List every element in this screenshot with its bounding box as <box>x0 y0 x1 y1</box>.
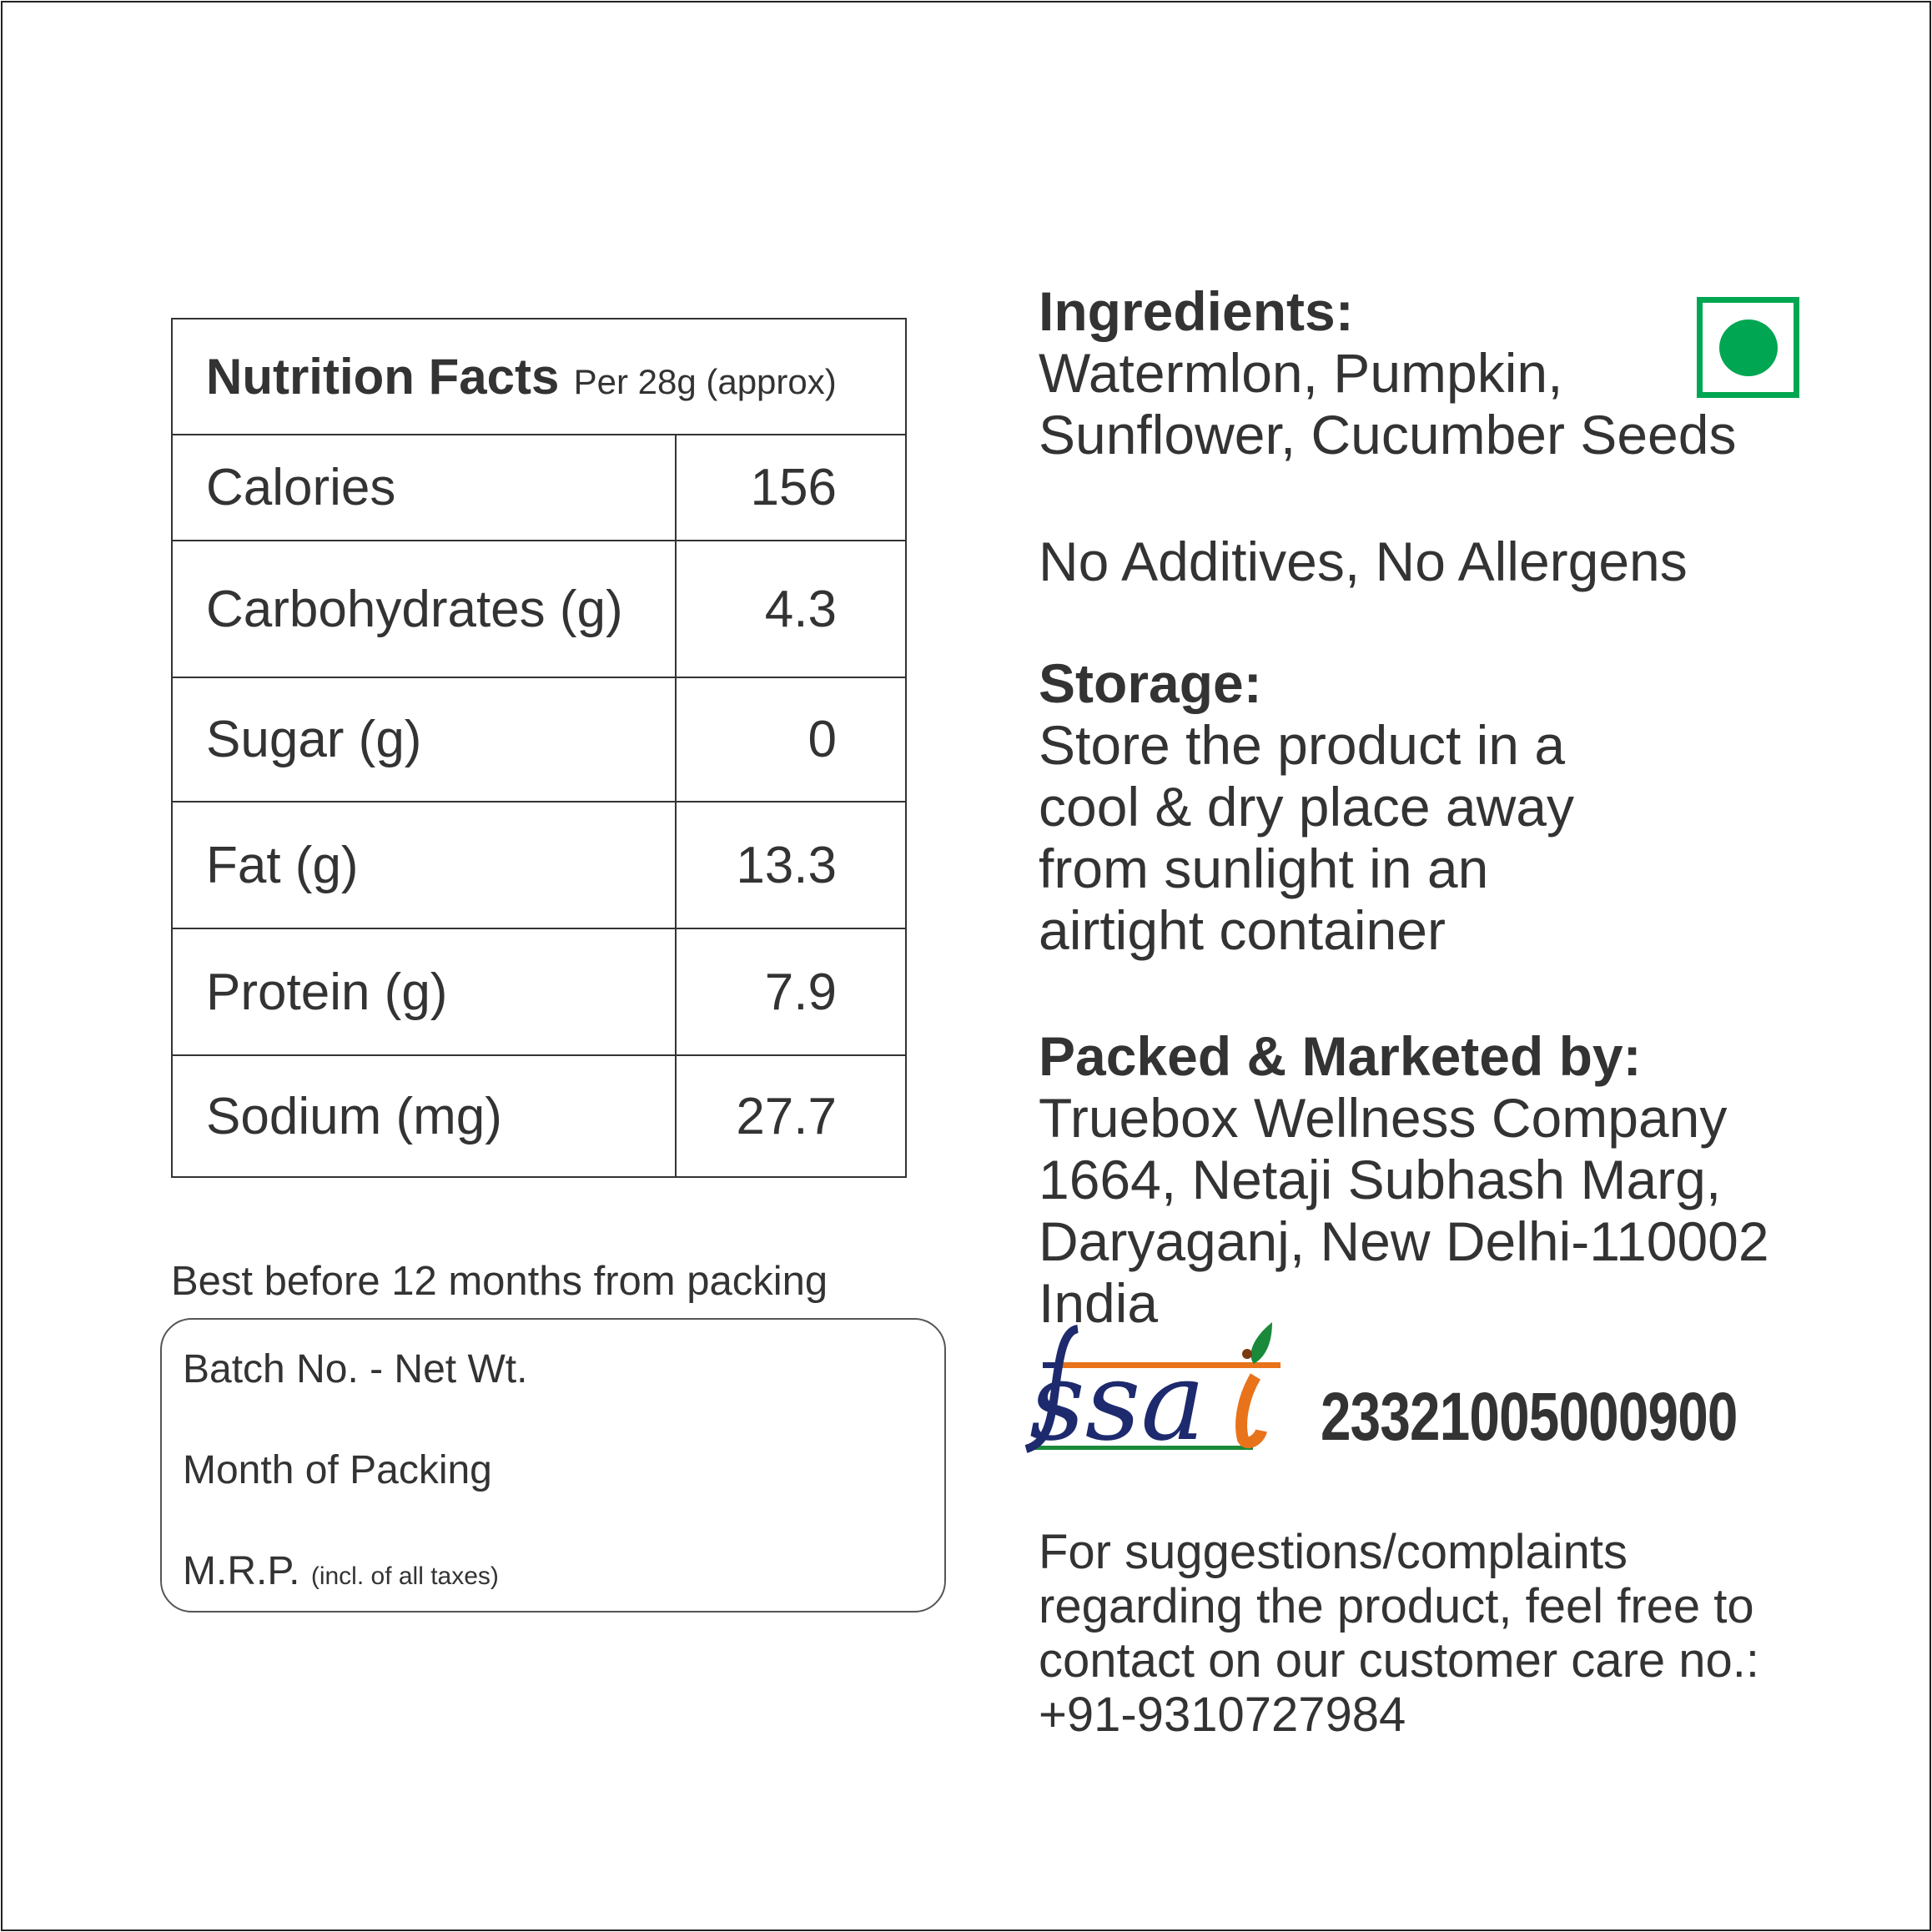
nutrient-value: 13.3 <box>676 802 906 928</box>
packer-line: Daryaganj, New Delhi-110002 <box>1039 1210 1769 1272</box>
packer-section <box>1039 1025 1769 1334</box>
claims: No Additives, No Allergens <box>1039 531 1688 592</box>
packer-line: 1664, Netaji Subhash Marg, <box>1039 1149 1722 1210</box>
ingredients-heading: Ingredients: <box>1039 280 1354 342</box>
nutrient-value: 7.9 <box>676 928 906 1055</box>
storage-line: from sunlight in an <box>1039 838 1489 899</box>
nutrient-label: Carbohydrates (g) <box>172 541 676 677</box>
packer-line: Truebox Wellness Company <box>1039 1087 1728 1149</box>
nutrient-label: Fat (g) <box>172 802 676 928</box>
best-before: Best before 12 months from packing <box>171 1259 828 1304</box>
mrp-note: (incl. of all taxes) <box>310 1562 499 1590</box>
table-row <box>172 541 906 677</box>
nutrient-value: 156 <box>676 435 906 541</box>
suggestions-section <box>1039 1525 1759 1742</box>
packer-heading: Packed & Marketed by: <box>1039 1025 1642 1087</box>
ingredients-line: Watermlon, Pumpkin, <box>1039 342 1563 404</box>
nutrient-label: Sodium (mg) <box>172 1055 676 1177</box>
nutrition-header <box>172 319 906 435</box>
ingredients-section <box>1039 280 1736 465</box>
nutrient-value: 0 <box>676 677 906 802</box>
storage-heading: Storage: <box>1039 652 1262 714</box>
mrp-text: M.R.P. <box>183 1549 300 1593</box>
nutrient-value: 4.3 <box>676 541 906 677</box>
nutrition-title: Nutrition Facts <box>206 349 560 405</box>
customer-care-number: +91-9310727984 <box>1039 1688 1406 1742</box>
table-row <box>172 677 906 802</box>
fssai-license-number: 23321005000900 <box>1321 1379 1738 1455</box>
nutrient-label: Calories <box>172 435 676 541</box>
storage-section <box>1039 652 1574 961</box>
suggestion-line: regarding the product, feel free to <box>1039 1579 1754 1633</box>
batch-box <box>160 1318 946 1613</box>
fssai-logo-icon <box>1018 1322 1285 1456</box>
suggestion-line: contact on our customer care no.: <box>1039 1633 1759 1688</box>
serving-size: Per 28g (approx) <box>573 362 837 401</box>
table-row <box>172 435 906 541</box>
storage-line: cool & dry place away <box>1039 776 1574 838</box>
storage-line: Store the product in a <box>1039 714 1566 776</box>
mrp-label <box>183 1548 499 1594</box>
table-row <box>172 1055 906 1177</box>
nutrient-value: 27.7 <box>676 1055 906 1177</box>
packer-line: India <box>1039 1272 1159 1334</box>
nutrient-label: Protein (g) <box>172 928 676 1055</box>
nutrition-table <box>171 318 907 1178</box>
month-label: Month of Packing <box>183 1448 492 1492</box>
batch-label: Batch No. - Net Wt. <box>183 1347 528 1391</box>
nutrient-label: Sugar (g) <box>172 677 676 802</box>
suggestion-line: For suggestions/complaints <box>1039 1525 1628 1579</box>
table-row <box>172 802 906 928</box>
storage-line: airtight container <box>1039 899 1446 961</box>
svg-text:ssa: ssa <box>1029 1338 1205 1456</box>
ingredients-line: Sunflower, Cucumber Seeds <box>1039 404 1737 465</box>
table-row <box>172 928 906 1055</box>
